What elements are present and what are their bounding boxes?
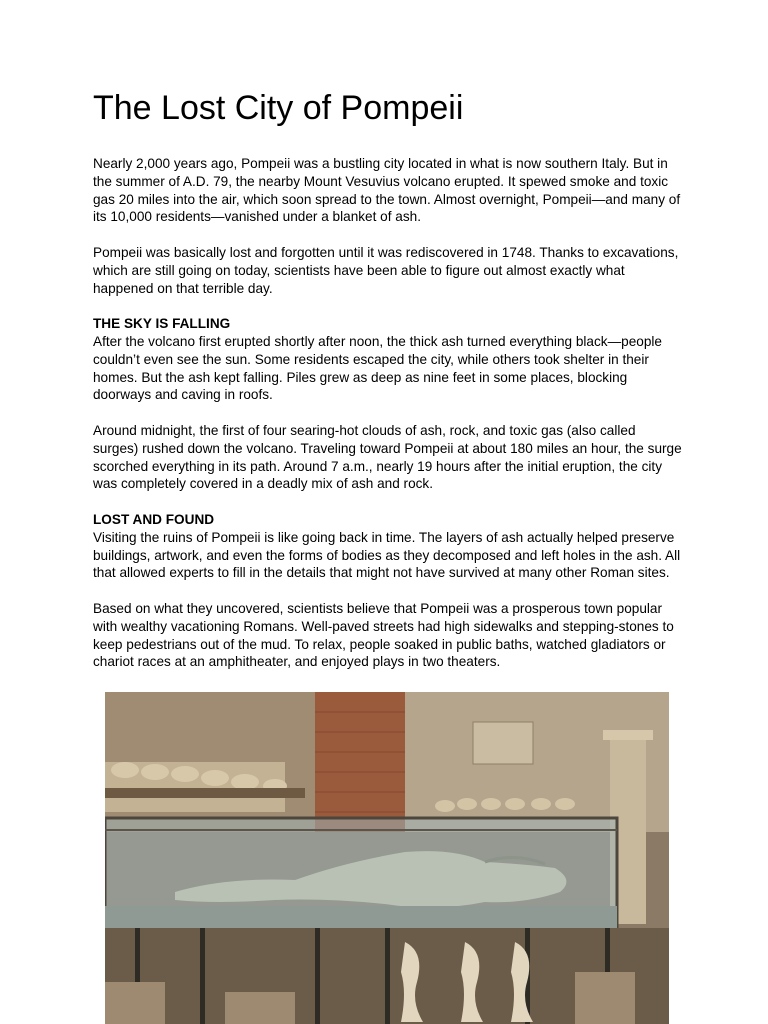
section-heading-lost-and-found: LOST AND FOUND	[93, 511, 215, 527]
page-title: The Lost City of Pompeii	[93, 89, 464, 127]
paragraph-5	[93, 511, 683, 582]
paragraph-3	[93, 315, 683, 404]
paragraph-text: Nearly 2,000 years ago, Pompeii was a bustling city located in what is now southern Italy. But in the summer of A.D. 79, the nearby Mount Vesuvius volcano erupted. It spewed smoke and toxic gas 20 miles into the air, which soon spread to the town. Almost overnight, Pompeii—and many of its 10,000 residents—vanished under a blanket of ash.	[93, 156, 681, 225]
paragraph-1	[93, 155, 683, 226]
paragraph-6	[93, 600, 683, 671]
pompeii-cast-photo	[105, 692, 669, 1024]
section-heading-sky-is-falling: THE SKY IS FALLING	[93, 316, 231, 332]
paragraph-text: Around midnight, the first of four searing-hot clouds of ash, rock, and toxic gas (also called surges) rushed down the volcano. Traveling toward Pompeii at about 180 miles an hour, the surge scorched everything in its path. Around 7 a.m., nearly 19 hours after the initial eruption, the city was completely covered in a deadly mix of ash and rock.	[93, 422, 682, 492]
paragraph-2	[93, 244, 683, 297]
paragraph-text: Based on what they uncovered, scientists believe that Pompeii was a prosperous town popular with wealthy vacationing Romans. Well-paved streets had high sidewalks and stepping-stones to keep pedestrians out of the mud. To relax, people soaked in public baths, watched gladiators or chariot races at an amphitheater, and enjoyed plays in two theaters.	[93, 600, 674, 670]
pompeii-cast-illustration	[105, 692, 669, 1024]
paragraph-text: Pompeii was basically lost and forgotten until it was rediscovered in 1748. Thanks to excavations, which are still going on today, scientists have been able to figure out almost exactly what happened on that terrible day.	[93, 244, 679, 296]
document	[93, 88, 683, 689]
paragraph-4	[93, 422, 683, 493]
paragraph-text: After the volcano first erupted shortly after noon, the thick ash turned everything black—people couldn’t even see the sun. Some residents escaped the city, while others took shelter in their homes. But the ash kept falling. Piles grew as deep as nine feet in some places, blocking doorways and caving in roofs.	[93, 333, 662, 403]
paragraph-text: Visiting the ruins of Pompeii is like going back in time. The layers of ash actually helped preserve buildings, artwork, and even the forms of bodies as they decomposed and left holes in the ash. All that allowed experts to fill in the details that might not have survived at many other Roman sites.	[93, 529, 681, 581]
